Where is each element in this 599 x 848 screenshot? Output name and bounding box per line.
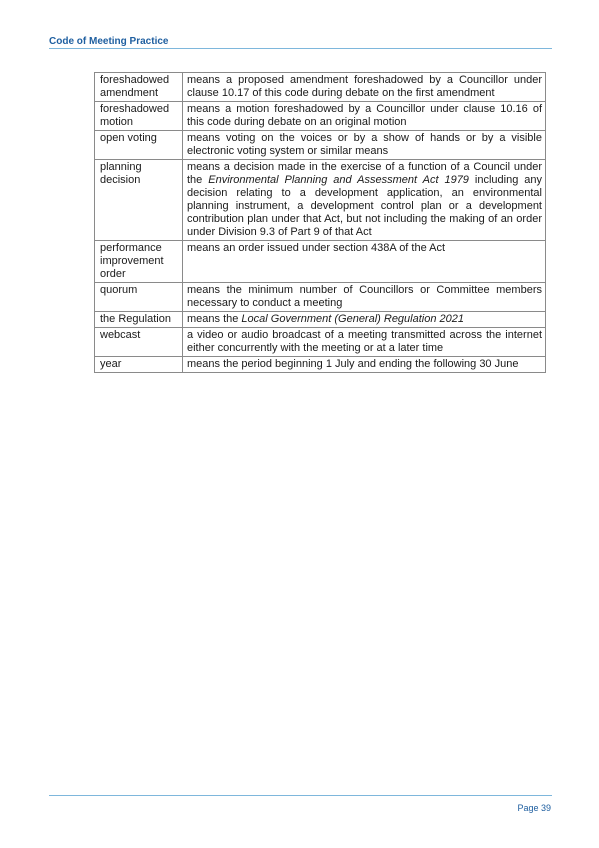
definition-text: means voting on the voices or by a show of hands or by a visible electronic voting system or similar means [183, 131, 546, 160]
definition-term: year [95, 357, 183, 373]
table-row [95, 241, 546, 283]
table-row [95, 312, 546, 328]
table-row [95, 283, 546, 312]
definition-term: open voting [95, 131, 183, 160]
table-row [95, 102, 546, 131]
definition-term: webcast [95, 328, 183, 357]
page-number: Page 39 [517, 803, 551, 813]
definition-text [183, 160, 546, 241]
definition-text: means the period beginning 1 July and ending the following 30 June [183, 357, 546, 373]
definition-text: a video or audio broadcast of a meeting transmitted across the internet either concurrently with the meeting or at a later time [183, 328, 546, 357]
definition-term: the Regulation [95, 312, 183, 328]
definition-text [183, 312, 546, 328]
definition-text: means the minimum number of Councillors or Committee members necessary to conduct a meeting [183, 283, 546, 312]
definitions-table [94, 72, 546, 373]
definition-text: means an order issued under section 438A of the Act [183, 241, 546, 283]
header-divider [49, 48, 552, 49]
table-row [95, 131, 546, 160]
definition-term: foreshadowed motion [95, 102, 183, 131]
document-header-title: Code of Meeting Practice [49, 36, 169, 47]
definition-term: performance improvement order [95, 241, 183, 283]
footer-divider [49, 795, 552, 796]
definition-text-part: means the [187, 313, 242, 325]
definition-text: means a proposed amendment foreshadowed by a Councillor under clause 10.17 of this code during debate on the first amendment [183, 73, 546, 102]
table-row [95, 328, 546, 357]
table-row [95, 357, 546, 373]
table-row [95, 160, 546, 241]
definition-text: means a motion foreshadowed by a Councillor under clause 10.16 of this code during debate on an original motion [183, 102, 546, 131]
regulation-title: Local Government (General) Regulation 2021 [241, 313, 464, 325]
act-title: Environmental Planning and Assessment Act 1979 [208, 174, 469, 186]
definition-text-part: means a decision made in the exercise of a function of a Council under the [187, 161, 542, 186]
definition-text-part: including any decision relating to a development application, an environmental planning instrument, a development control plan or a development contribution plan under that Act, but not including the making of an order under Division 9.3 of Part 9 of that Act [187, 174, 542, 238]
definition-term: planning decision [95, 160, 183, 241]
table-row [95, 73, 546, 102]
definition-term: quorum [95, 283, 183, 312]
definition-term: foreshadowed amendment [95, 73, 183, 102]
